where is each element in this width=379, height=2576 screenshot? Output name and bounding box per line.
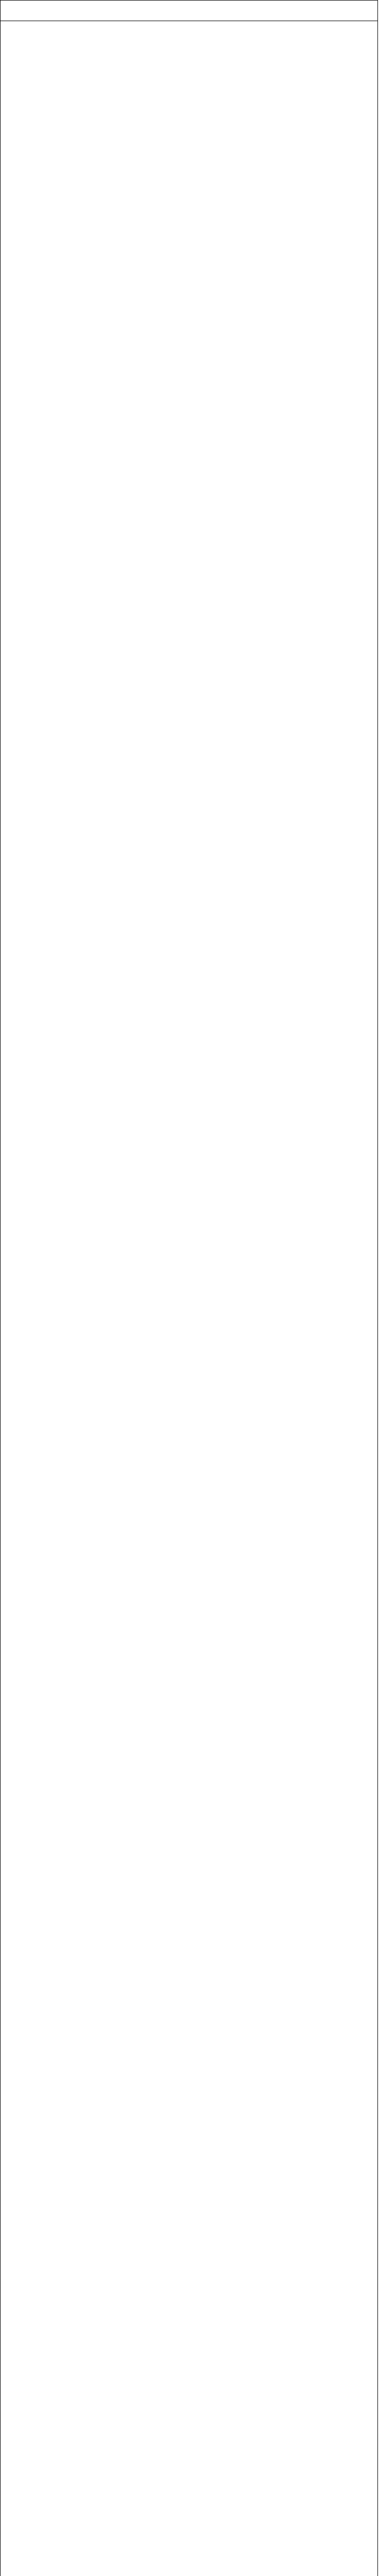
table-header-row: [1, 1, 377, 21]
